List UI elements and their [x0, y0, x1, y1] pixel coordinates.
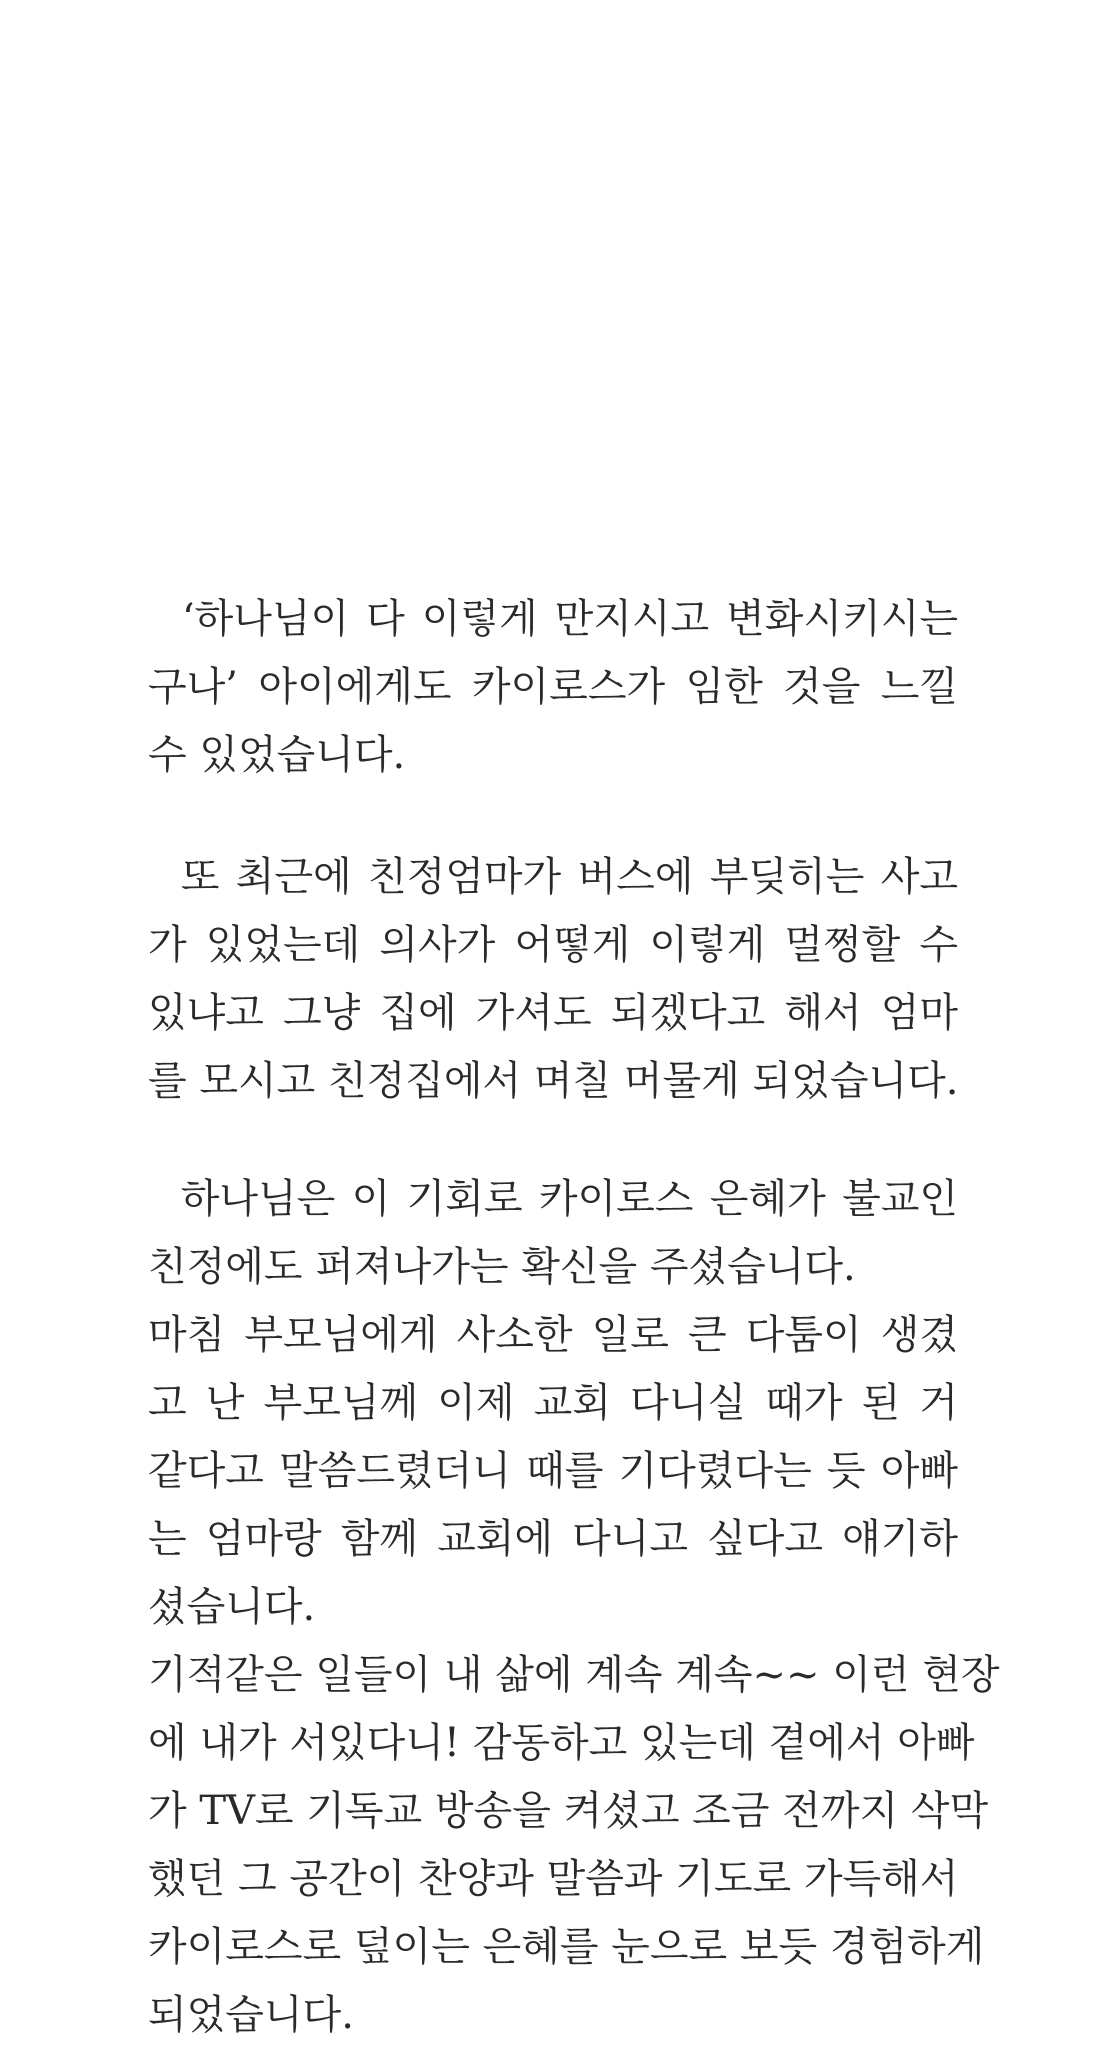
paragraph-line: 구나’ 아이에게도 카이로스가 임한 것을 느낄 [148, 664, 958, 710]
paragraph-line: 기적같은 일들이 내 삶에 계속 계속~~ 이런 현장 [148, 1652, 1000, 1698]
paragraph-line: 는 엄마랑 함께 교회에 다니고 싶다고 얘기하 [148, 1516, 958, 1562]
paragraph-line: 가 있었는데 의사가 어떻게 이렇게 멀쩡할 수 [148, 922, 958, 968]
paragraph-line: 마침 부모님에게 사소한 일로 큰 다툼이 생겼 [148, 1312, 958, 1358]
paragraph-line: 고 난 부모님께 이제 교회 다니실 때가 된 거 [148, 1380, 958, 1426]
paragraph-line: 가 TV로 기독교 방송을 켜셨고 조금 전까지 삭막 [148, 1788, 989, 1834]
paragraph-line: 수 있었습니다. [148, 732, 406, 778]
paragraph-line: 했던 그 공간이 찬양과 말씀과 기도로 가득해서 [148, 1856, 959, 1902]
paragraph-line: 를 모시고 친정집에서 며칠 머물게 되었습니다. [148, 1058, 959, 1104]
paragraph-line: 친정에도 퍼져나가는 확신을 주셨습니다. [148, 1244, 856, 1290]
paragraph-line: 또 최근에 친정엄마가 버스에 부딪히는 사고 [148, 854, 958, 900]
paragraph-line: 되었습니다. [148, 1992, 354, 2038]
paragraph-line: 셨습니다. [148, 1584, 316, 1630]
paragraph-line: 카이로스로 덮이는 은혜를 눈으로 보듯 경험하게 [148, 1924, 985, 1970]
paragraph-1 [148, 585, 958, 789]
paragraph-line: 에 내가 서있다니! 감동하고 있는데 곁에서 아빠 [148, 1720, 975, 1766]
paragraph-2 [148, 843, 958, 1115]
paragraph-line: 있냐고 그냥 집에 가셔도 되겠다고 해서 엄마 [148, 990, 958, 1036]
paragraph-3 [148, 1165, 1000, 2049]
paragraph-line: 하나님은 이 기회로 카이로스 은혜가 불교인 [148, 1176, 958, 1222]
paragraph-line: 같다고 말씀드렸더니 때를 기다렸다는 듯 아빠 [148, 1448, 958, 1494]
paragraph-line: ‘하나님이 다 이렇게 만지시고 변화시키시는 [148, 596, 958, 642]
